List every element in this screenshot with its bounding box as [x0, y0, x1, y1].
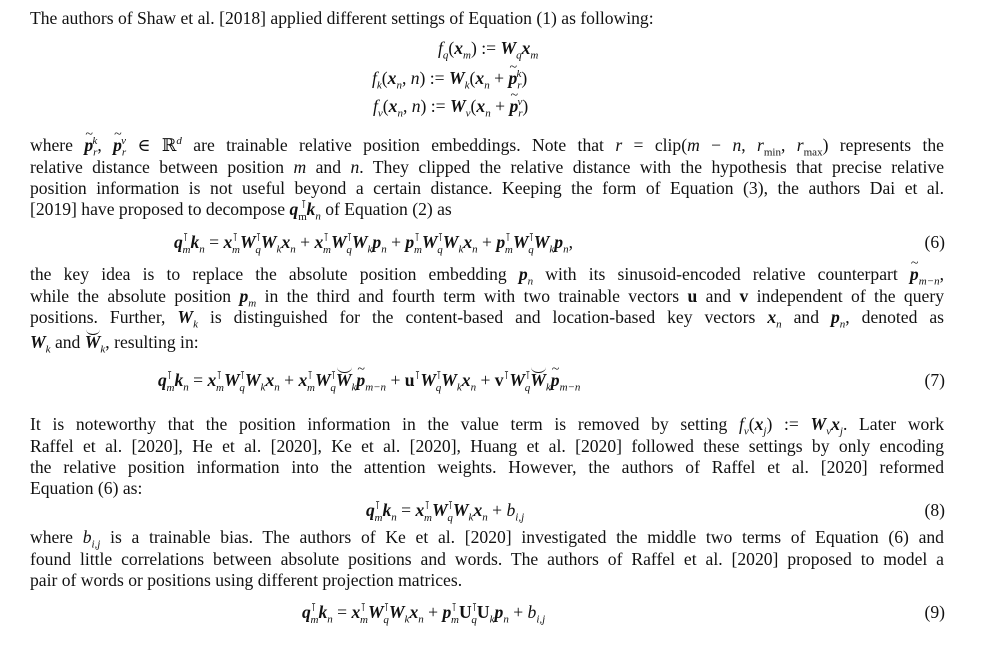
paragraph-2-line-2: relative distance between position m and n. They clipped the relative distance with the hypothesis that precise relative — [30, 157, 945, 177]
text-span: are trainable relative position embeddings. Note that — [181, 135, 616, 155]
equation-8-number: (8) — [924, 500, 945, 520]
paragraph-3-line-3: positions. Further, $W_k$ is distinguished for the content-based and location-based key vectors $x_n$ and $p_n$, denoted as — [30, 307, 945, 331]
paragraph-2-line-1: where ~ $p_r^k$, ~ $p_r^v$ ∈ ℝ$^d$ are trainable relative position embeddings. Note that r = clip(m − n, $r_{min}$, $r_{max}$) represents the — [30, 135, 944, 156]
equation-9-number: (9) — [924, 602, 945, 622]
text-span: , resulting in: — [105, 332, 199, 352]
paragraph-4-line-3: the relative position information into the attention weights. However, the authors of Raffel et al. [2020] reformed — [30, 457, 944, 477]
paragraph-2-line-3: position information is not useful beyond a certain distance. Keeping the form of Equation (3), the authors Dai et al. — [30, 178, 944, 198]
equation-5-line-3: $f_v(x_n$, n) := $W_v(x_n$ + ~ $p_r^v$) — [373, 96, 528, 117]
paragraph-4-line-4: Equation (6) as: — [30, 478, 143, 498]
paragraph-intro: The authors of Shaw et al. [2018] applied different settings of Equation (1) as following: — [30, 8, 654, 28]
text-span: of Equation (2) as — [320, 199, 452, 219]
text-span: represents the — [828, 135, 944, 155]
text-span: the key idea is to replace the absolute position embedding — [30, 264, 519, 284]
paragraph-3-line-1: the key idea is to replace the absolute position embedding $p_n$ with its sinusoid-encoded relative counterpart ~ $p_{m-n}$, — [30, 264, 944, 285]
paragraph-2-line-4: [2019] have proposed to decompose $q_m^⊺k_n$ of Equation (2) as — [30, 199, 452, 223]
paragraph-4-line-2: Raffel et al. [2020], He et al. [2020], Ke et al. [2020], Huang et al. [2020] followed these settings by only encoding — [30, 436, 944, 456]
paragraph-3-line-2: while the absolute position $p_m$ in the third and fourth term with two trainable vectors u and v independent of the query — [30, 286, 944, 310]
paragraph-5-line-1: where $b_{i,j}$ is a trainable bias. The authors of Ke et al. [2020] investigated the middle two terms of Equation (6) and — [30, 527, 944, 551]
text-span: is a trainable bias. The authors of Ke et al. [2020] investigated the middle two terms of Equation (6) and — [100, 527, 944, 547]
equation-7: $q^⊺_mk_n = x^⊺_mW^⊺_qW_kx_n$ + $x^⊺_mW^⊺_qW_k\sim$ $p_{m-n} + u^⊺W^⊺_qW_kx_n$ + $v^⊺W^⊺_qW_k\sim$ $p_{m-n}$ — [158, 370, 580, 391]
equation-5-line-1: $f_q(x_m)$ := $W_qx_m$ — [438, 38, 539, 62]
equation-9: $q^⊺_mk_n = x^⊺_mW^⊺_qW_kx_n + p^⊺_mU^⊺_qU_kp_n + b_{i,j}$ — [302, 602, 546, 626]
equation-7-number: (7) — [924, 370, 945, 390]
equation-5-line-2: $f_k(x_n$, n) := $W_k(x_n$ + ~ $p_r^k$) — [372, 68, 527, 89]
text-span: with its sinusoid-encoded relative counterpart — [533, 264, 910, 284]
paragraph-4-line-1: It is noteworthy that the position information in the value term is removed by setting $f_v(x_j)$ := $W_vx_j$. Later work — [30, 414, 945, 438]
text-span: positions. Further, — [30, 307, 178, 327]
text-span: and — [50, 332, 85, 352]
equation-6-number: (6) — [924, 232, 945, 252]
paragraph-3-line-4: $W_k$ and $W_k$, resulting in: — [30, 332, 199, 356]
text-span: is distinguished for the content-based and location-based key vectors — [197, 307, 768, 327]
text-span: where — [30, 135, 85, 155]
text-span: It is noteworthy that the position information in the value term is removed by setting — [30, 414, 739, 434]
text-span: . Later work — [842, 414, 945, 434]
text-span: [2019] have proposed to decompose — [30, 199, 290, 219]
paragraph-5-line-2: found little correlations between absolute positions and words. The authors of Raffel et al. [2020] proposed to model a — [30, 549, 944, 569]
paragraph-5-line-3: pair of words or positions using different projection matrices. — [30, 570, 463, 590]
text-span: while the absolute position — [30, 286, 240, 306]
equation-6: $q^⊺_mk_n = x^⊺_mW^⊺_qW_kx_n + x^⊺_mW^⊺_qW_kp_n + p^⊺_mW^⊺_qW_kx_n + p^⊺_mW^⊺_qW_kp_n$, — [174, 232, 573, 256]
text-span: where — [30, 527, 83, 547]
equation-8: $q^⊺_mk_n = x^⊺_mW^⊺_qW_kx_n + b_{i,j}$ — [366, 500, 525, 524]
text-span: and — [781, 307, 831, 327]
text-span: , denoted as — [845, 307, 945, 327]
